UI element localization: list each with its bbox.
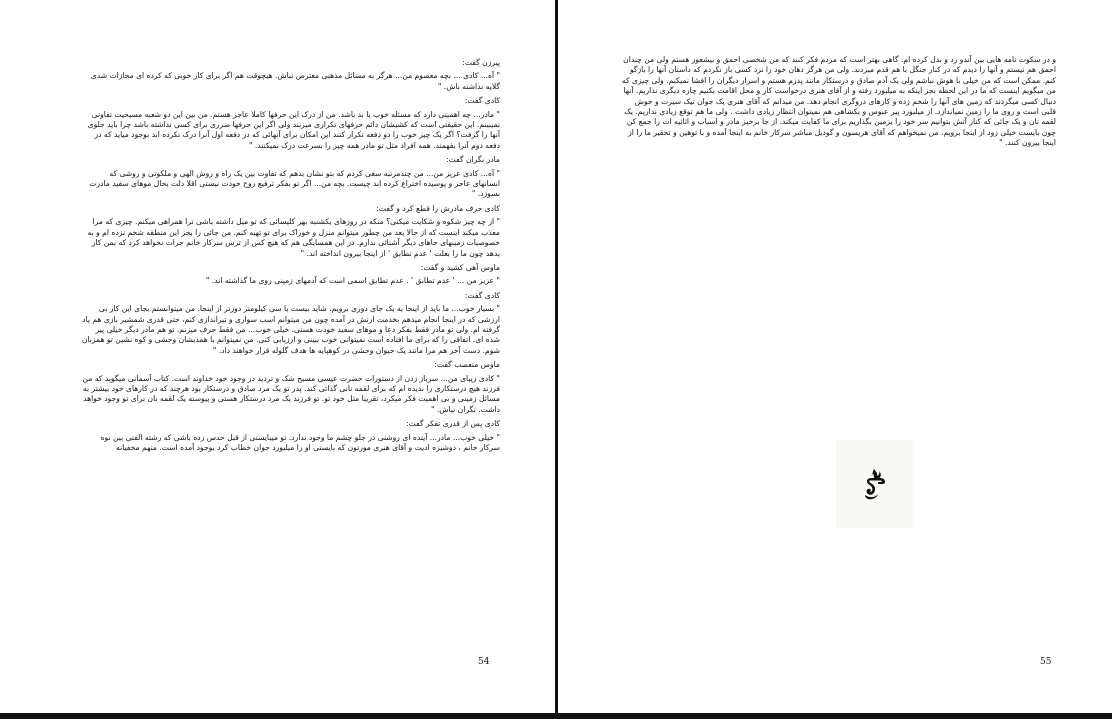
dialogue-paragraph: " آه... کادی ... بچه معصوم من... هرگز به مسائل مذهبی معترض نباش. هیچوقت هم اگر برای کار خوبی که کرده ای مجازات شدی گلایه نداشته باش. "	[90, 71, 500, 91]
dialogue-paragraph: " از چه چیز شکوه و شکایت میکنی؟ منکه در روزهای یکشنبه بهر کلیسائی که تو میل داشته باشی ترا همراهی میکنم. چیزی که مرا معذب میکند اینست که از حالا بعد من چطور میتوانم منزل و خوراک برای تو تهیه کنم. من جائی را بجز این منطقه شخم نزده ام و به خصوصیات زمینهای جاهای دیگر آشنائی ندارم. در این همسایگی هم که هیچ کس از ترس سرکار خانم جرات نخواهد کرد که بمن کار بدهد چون ما را بعلت ' عدم تطابق ' از اینجا بیرون انداخته اند. "	[87, 217, 500, 258]
page-number: 55	[1040, 657, 1052, 667]
lamp-flame-icon	[860, 467, 890, 501]
speaker-line: پیرزن گفت:	[462, 58, 500, 67]
speaker-line: ماوس آهی کشید و گفت:	[420, 262, 500, 272]
speaker-line: کادی گفت:	[464, 96, 500, 106]
dialogue-paragraph: " مادر... چه اهمیتی دارد که مسئله خوب یا بد باشد. من از درک این حرفها کاملا عاجز هستم. من بین این دو شعبه مسیحیت تفاوتی نمیبینم. این حقیقتی است که کشیشان دائم حرفهای تکراری میزنند ولی اگر این حرفها ضرری برای کسی نداشته باشد چرا باید جلوی آنها را گرفت؟ اگر یک چیز خوب را دو دفعه تکرار کنند این امکان برای آنهائی که در دفعه اول آنرا درک نکرده اند بوجود میاید که در دفعه دوم آنرا بفهمند. همه افراد مثل تو مادر همه چیز را بسرعت درک نمیکنند. "	[87, 109, 500, 150]
dialogue-paragraph: " آه... کادی عزیز من... من چندمرتبه سعی کردم که بتو نشان بدهم که تفاوت بین یک راه و روش الهی و ملکوتی و روشی که انسانهای عاجز و پوسیده اختراع کرده اند چیست. بچه من... اگر تو بفکر ترفیع روح خودت نیستی اقلا دلت بحال موهای سفید مادرت بسوزد. "	[89, 168, 500, 199]
page-number: 54	[478, 657, 490, 667]
dialogue-paragraph: " بسیار خوب... ما باید از اینجا به یک جای دوری برویم. شاید بیست یا سی کیلومتر دورتر از اینجا. من میتوانستم بجای این کار بی ارزشی که در اینجا انجام میدهم بخدمت ارتش در آمده چون من میتوانم اسب سواری و تیراندازی کنم، حتی قدری شمشیر بازی هم یاد گرفته ام. ولی تو مادر فقط بفکر دعا و موهای سفید خودت هستی. خیلی خوب... من فقط حرف میزنم. تو هم مادر دیگر خیلی پیر شده ای. اتفاقی را که برای ما افتاده است نمیتوانی خوب ببینی و ارزیابی کنی. من نمیتوانم با همدیشان وحشی و کوه نشین تو همزبان شوم. دست آخر هم مرا مانند یک حیوان وحشی در کوهپایه ها هدف گلوله قرار خواهند داد. "	[81, 304, 500, 355]
speaker-line: کادی حرف مادرش را قطع کرد و گفت:	[376, 203, 500, 213]
speaker-line: ماوس متعصب گفت:	[434, 360, 500, 370]
bottom-border	[0, 713, 1112, 719]
lamp-flame-emblem-icon	[836, 440, 914, 528]
dialogue-paragraph: " عزیز من ... ' عدم تطابق ' . عدم تطابق اسمی است که آدمهای زمینی روی ما گذاشته اند. "	[205, 276, 500, 286]
right-page-text	[620, 55, 1056, 215]
speaker-line: مادر نگران گفت:	[446, 155, 500, 165]
speaker-line: کادی پس از قدری تفکر گفت:	[406, 419, 500, 429]
dialogue-paragraph: و در سکوت نامه هایی بین آندو رد و بدل کرده ام. گاهی بهتر است که مردم فکر کنند که من شخصی احمق و بیشعور هستم ولی من چندان احمق هم نیستم و آنها را دیدم که در کنار جنگل با هم قدم میزدند. ولی من هرگز دهان خود را نزد کسی باز نکردم که داستان آنها را بازگو کنم. ممکن است که من خیلی با هوش نباشم ولی یک آدم صادق و درستکار مانند پدرم هستم و اسرار دیگران را افشا نمیکنم. ولی چیزی که من میگویم اینست که ما در این لحظه بجز اینکه به میلبورد رفته و از آقای هنری درخواست کار و محل اقامت بکنیم چاره دیگری نداریم. آنها دنبال کسی میگردند که زمین های آنها را شخم زده و کارهای دروگری انجام دهد. من میدانم که آقای هنری یک جوان نیک سیرت و خوش قلبی است و روی ما را زمین نمیاندازد. از میلبورد پیر عبوس و بکشاهی هم نمیتوان انتظار زیادی داشت . ولی ما هم توقع زیادی نداریم. یک لقمه نان و یک جائی که کنار آتش بتوانیم سر خود را بزمین بگذاریم برای ما کفایت میکند. از جا برخیز مادر و اسباب و اثاثیه ات را جمع کن چون بایست خیلی زود از اینجا برویم. من نمیخواهم که آقای هریسون و گودیل مباشر سرکار خانم به اینجا آمده و با توهین و تحقیر ما را از اینجا بیرون کنند. "	[621, 55, 1056, 148]
right-page	[558, 0, 1112, 713]
speaker-line: کادی گفت:	[464, 290, 500, 300]
left-page-text	[80, 58, 500, 638]
dialogue-paragraph: " خیلی خوب... مادر... آینده ای روشنی در جلو چشم ما وجود ندارد. تو میبایستی از قبل حدس زده باشی که رشته الفتی بین نوه سرکار خانم ، دوشیزه ادیت و آقای هنری مورتون که بایستی او را میلبورد جوان خطاب کرد بوجود آمده است. منهم مخفیانه	[100, 432, 500, 452]
left-page	[0, 0, 555, 713]
dialogue-paragraph: " کادی زیبای من... سرباز زدن از دستورات حضرت عیسی مسیح شک و تردید در وجود خود خداوند است. کتاب آسمانی میگوید که من فرزند هیچ درستکاری را ندیده ام که برای لقمه نانی گدائی کند. پدر تو یک مرد صادق و درستکار بود هرچند که در کارهای خود بیشتر به مسائل زمینی و بی اهمیت فکر میکرد، تقریبا مثل خود تو. تو فرزند یک مرد درستکار هستی و پیوسته یک لقمه نان برای تو وجود خواهد داشت. نگران نباش. "	[82, 373, 500, 414]
